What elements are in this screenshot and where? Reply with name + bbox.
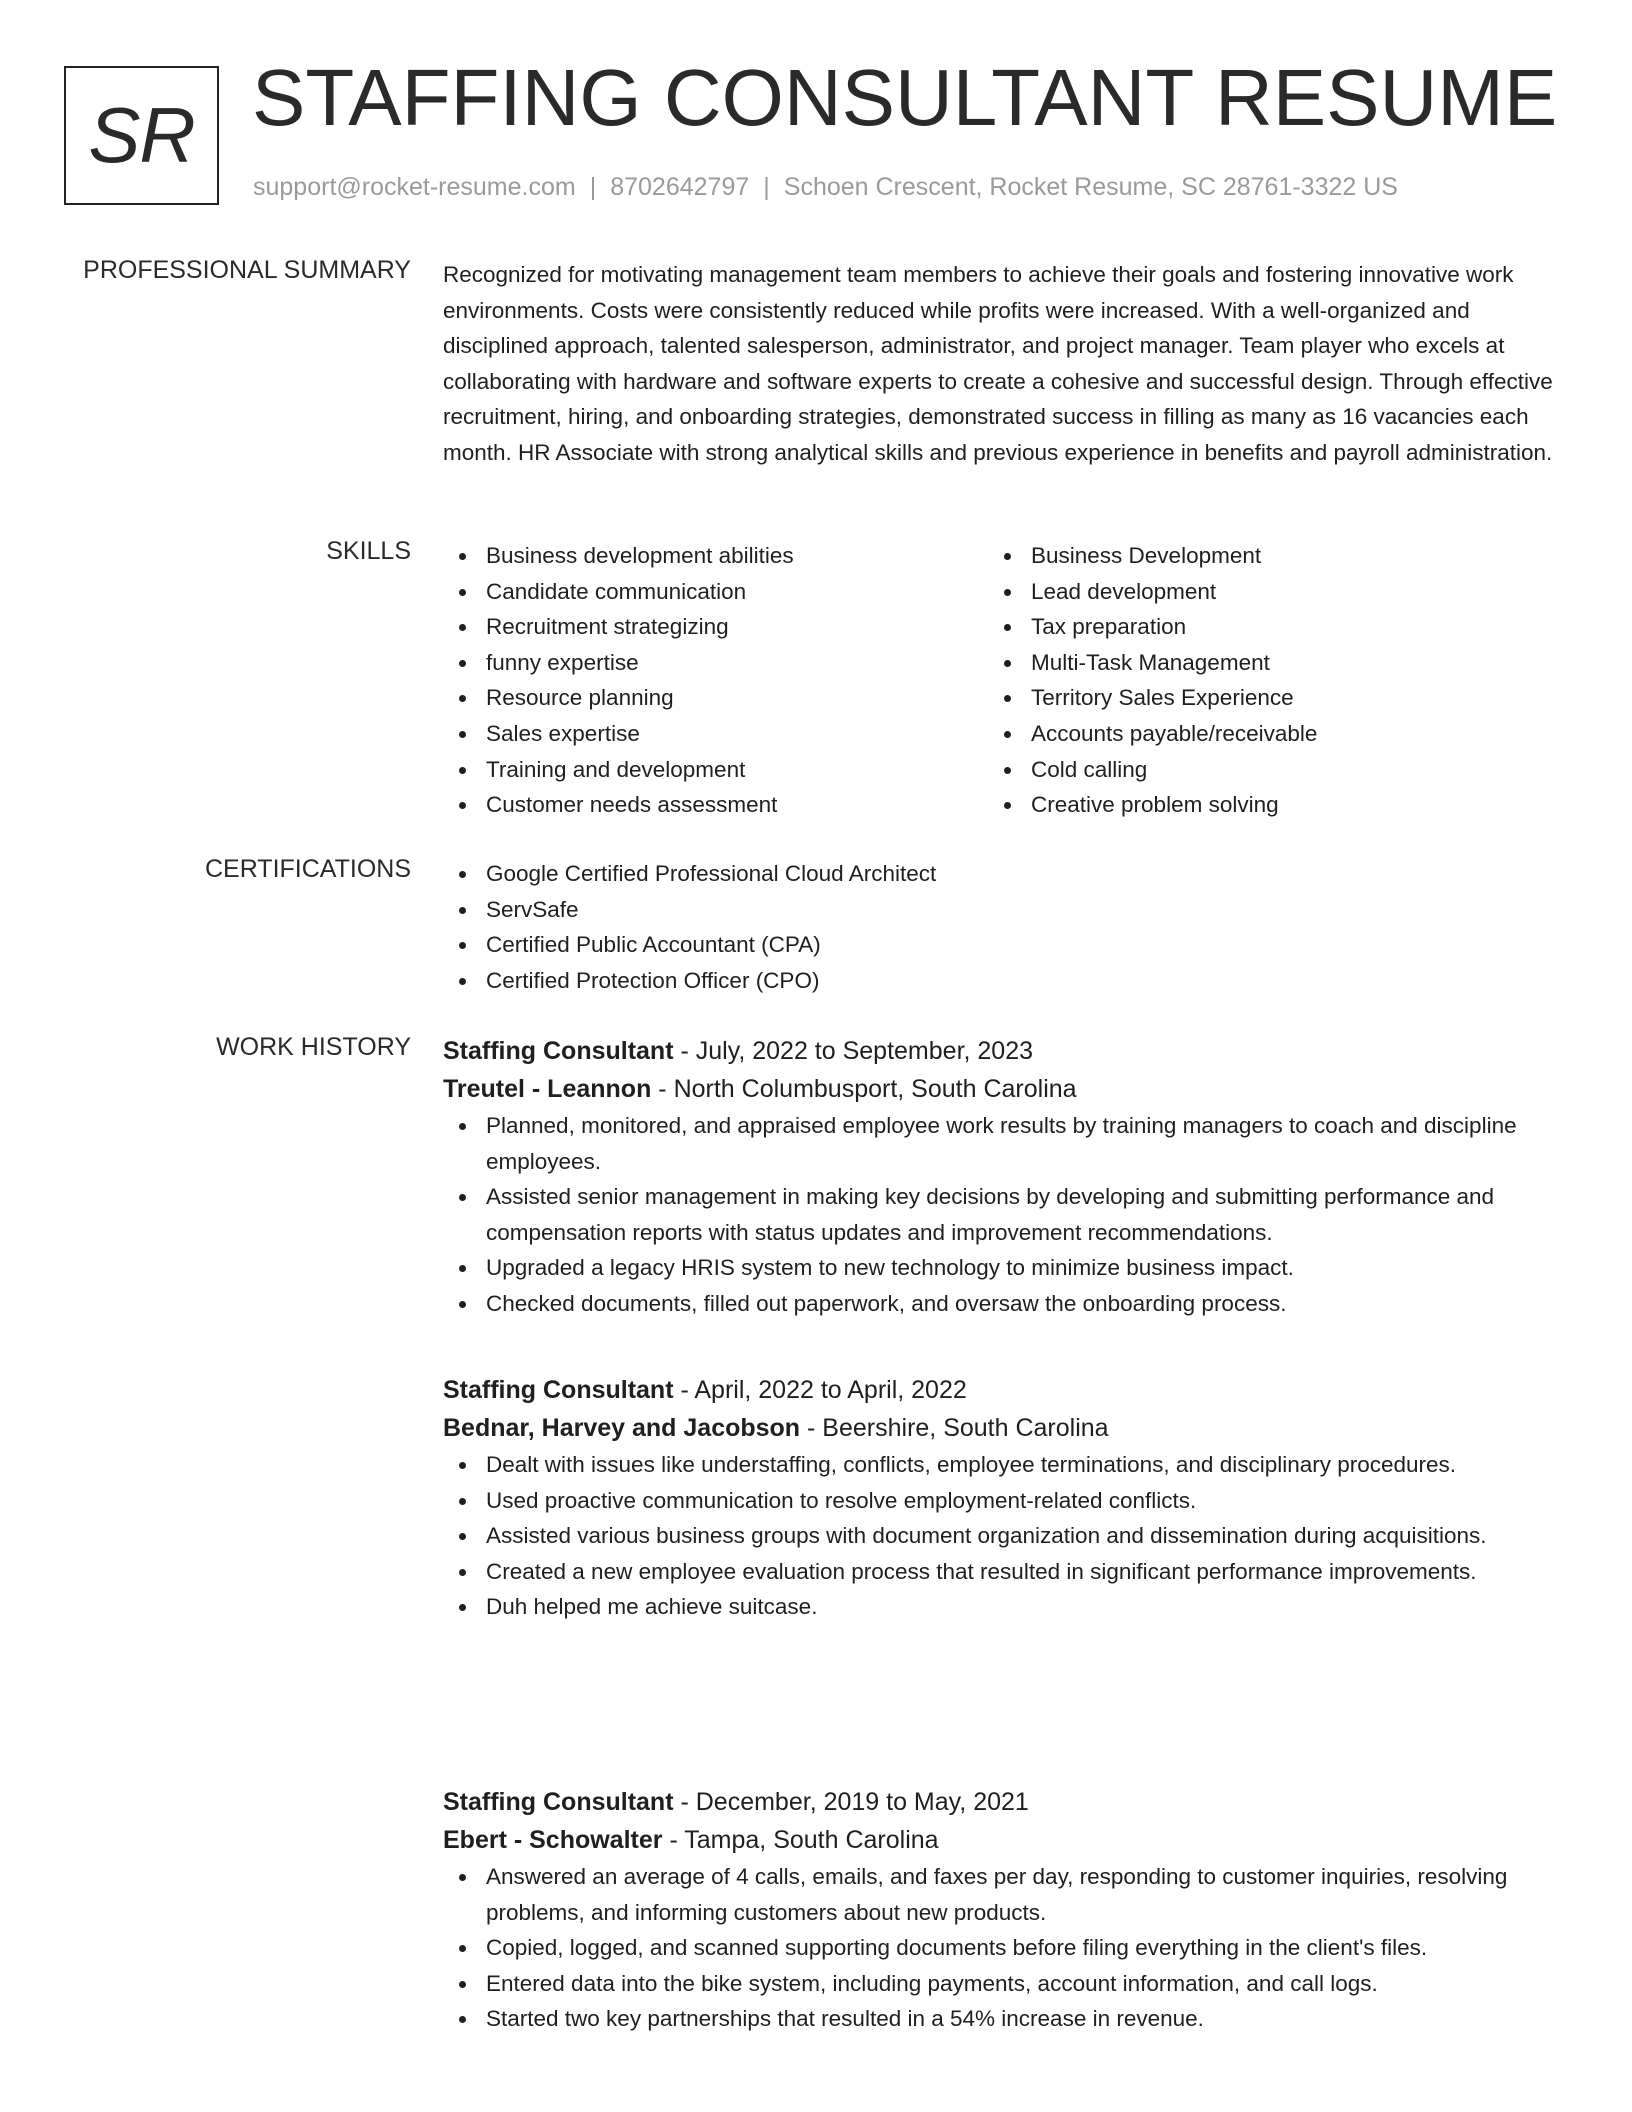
job-company-line <box>443 1409 1555 1447</box>
skills-list-right <box>988 538 1533 823</box>
skill-item: funny expertise <box>443 645 988 681</box>
contact-line <box>253 173 1398 202</box>
job-title-line <box>443 1783 1555 1821</box>
job-bullet: Assisted senior management in making key decisions by developing and submitting performance and compensation reports with status updates and improvement recommendations. <box>443 1179 1555 1250</box>
skill-item: Recruitment strategizing <box>443 609 988 645</box>
job-location: - North Columbusport, South Carolina <box>651 1075 1077 1103</box>
job-dates: - April, 2022 to April, 2022 <box>673 1376 967 1404</box>
contact-phone[interactable]: 8702642797 <box>610 173 750 201</box>
resume-title: STAFFING CONSULTANT RESUME <box>252 53 1558 142</box>
job-bullet-list <box>443 1108 1555 1322</box>
skill-item: Lead development <box>988 574 1533 610</box>
job-bullet: Answered an average of 4 calls, emails, and faxes per day, responding to customer inquiries, resolving problems, and informing customers about new products. <box>443 1859 1555 1930</box>
job-company: Treutel - Leannon <box>443 1075 652 1103</box>
job-dates: - December, 2019 to May, 2021 <box>673 1788 1029 1816</box>
monogram-logo: SR <box>64 66 219 205</box>
certification-item: Certified Public Accountant (CPA) <box>443 927 1555 963</box>
skills-label: SKILLS <box>326 537 411 565</box>
job-bullet: Upgraded a legacy HRIS system to new technology to minimize business impact. <box>443 1250 1555 1286</box>
skill-item: Candidate communication <box>443 574 988 610</box>
skill-item: Accounts payable/receivable <box>988 716 1533 752</box>
certification-item: Google Certified Professional Cloud Architect <box>443 856 1555 892</box>
job-bullet: Checked documents, filled out paperwork, and oversaw the onboarding process. <box>443 1286 1555 1322</box>
contact-separator: | <box>763 173 770 201</box>
job-entry <box>443 1032 1555 1322</box>
job-title-line <box>443 1032 1555 1070</box>
contact-email[interactable]: support@rocket-resume.com <box>253 173 576 201</box>
skill-item: Tax preparation <box>988 609 1533 645</box>
job-company-line <box>443 1821 1555 1859</box>
summary-label: PROFESSIONAL SUMMARY <box>83 256 411 284</box>
contact-address: Schoen Crescent, Rocket Resume, SC 28761-3322 US <box>783 173 1398 201</box>
work-history-label: WORK HISTORY <box>216 1033 411 1061</box>
certification-item: ServSafe <box>443 892 1555 928</box>
job-title: Staffing Consultant <box>443 1037 674 1065</box>
job-location: - Tampa, South Carolina <box>662 1826 939 1854</box>
skills-columns <box>443 538 1555 823</box>
skill-item: Training and development <box>443 752 988 788</box>
job-title: Staffing Consultant <box>443 1788 674 1816</box>
job-bullet: Started two key partnerships that resulted in a 54% increase in revenue. <box>443 2001 1555 2037</box>
contact-separator: | <box>589 173 597 201</box>
job-location: - Beershire, South Carolina <box>800 1414 1109 1442</box>
certifications-content <box>443 856 1555 998</box>
job-bullet: Copied, logged, and scanned supporting documents before filing everything in the client's files. <box>443 1930 1555 1966</box>
skills-list-left <box>443 538 988 823</box>
certification-item: Certified Protection Officer (CPO) <box>443 963 1555 999</box>
job-bullet: Entered data into the bike system, including payments, account information, and call logs. <box>443 1966 1555 2002</box>
skill-item: Sales expertise <box>443 716 988 752</box>
job-title: Staffing Consultant <box>443 1376 674 1404</box>
job-company-line <box>443 1070 1555 1108</box>
job-bullet: Duh helped me achieve suitcase. <box>443 1589 1555 1625</box>
job-bullet: Created a new employee evaluation process that resulted in significant performance improvements. <box>443 1554 1555 1590</box>
job-title-line <box>443 1371 1555 1409</box>
summary-text: Recognized for motivating management team members to achieve their goals and fostering innovative work environments. Costs were consistently reduced while profits were increased. With a well-organized and disciplined approach, talented salesperson, administrator, and project manager. Team player who excels at collaborating with hardware and software experts to create a cohesive and successful design. Through effective recruitment, hiring, and onboarding strategies, demonstrated success in filling as many as 16 vacancies each month. HR Associate with strong analytical skills and previous experience in benefits and payroll administration. <box>443 262 1553 465</box>
job-bullet-list <box>443 1447 1555 1625</box>
job-entry <box>443 1783 1555 2037</box>
job-entry <box>443 1371 1555 1625</box>
job-bullet: Assisted various business groups with document organization and dissemination during acquisitions. <box>443 1518 1555 1554</box>
job-bullet-list <box>443 1859 1555 2037</box>
job-bullet: Used proactive communication to resolve employment-related conflicts. <box>443 1483 1555 1519</box>
job-bullet: Dealt with issues like understaffing, conflicts, employee terminations, and disciplinary procedures. <box>443 1447 1555 1483</box>
skill-item: Creative problem solving <box>988 787 1533 823</box>
skill-item: Territory Sales Experience <box>988 680 1533 716</box>
job-company: Bednar, Harvey and Jacobson <box>443 1414 801 1442</box>
skill-item: Business Development <box>988 538 1533 574</box>
certifications-label: CERTIFICATIONS <box>204 855 411 883</box>
skill-item: Business development abilities <box>443 538 988 574</box>
skill-item: Resource planning <box>443 680 988 716</box>
job-company: Ebert - Schowalter <box>443 1826 663 1854</box>
job-bullet: Planned, monitored, and appraised employee work results by training managers to coach and discipline employees. <box>443 1108 1555 1179</box>
job-dates: - July, 2022 to September, 2023 <box>673 1037 1034 1065</box>
skill-item: Cold calling <box>988 752 1533 788</box>
skill-item: Customer needs assessment <box>443 787 988 823</box>
certifications-list <box>443 856 1555 998</box>
skill-item: Multi-Task Management <box>988 645 1533 681</box>
